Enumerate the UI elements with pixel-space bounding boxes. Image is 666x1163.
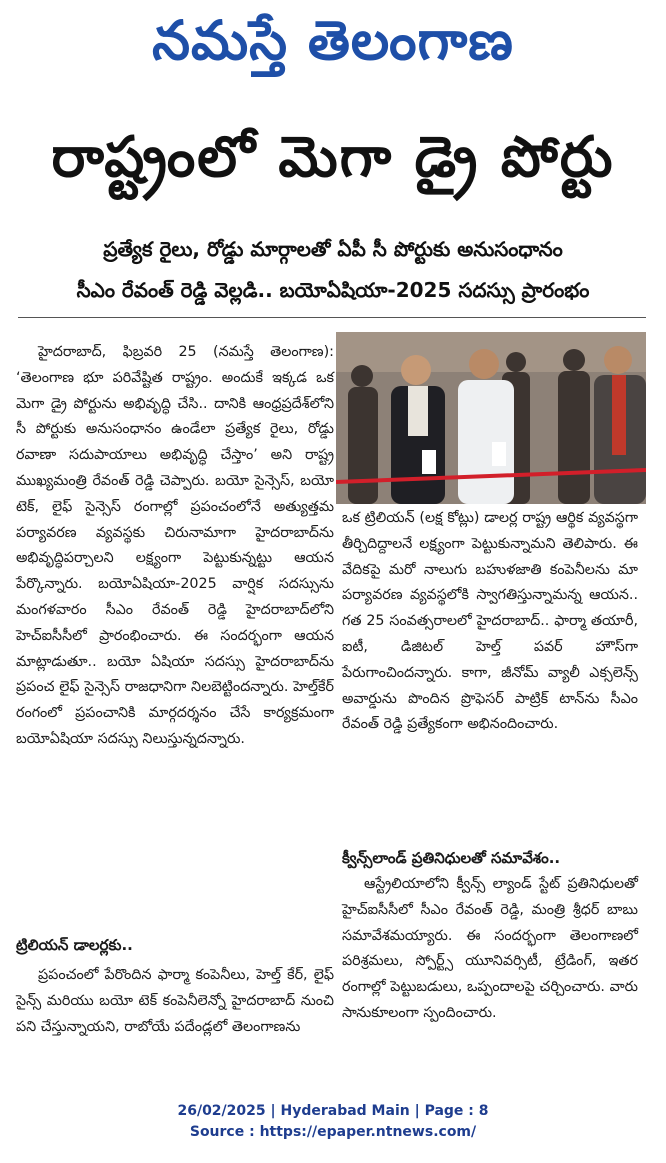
subheadline-2: సీఎం రేవంత్ రెడ్డి వెల్లడి.. బయోఏషియా-2025 సదస్సు ప్రారంభం (76, 278, 590, 302)
headline: రాష్ట్రంలో మెగా డ్రై పోర్టు (51, 125, 615, 190)
article-paragraph: హైదరాబాద్, ఫిబ్రవరి 25 (నమస్తే తెలంగాణ): ‘తెలంగాణ భూ పరివేష్టిత రాష్ట్రం. అందుకే ఇక్కడ ఒక మెగా డ్రై పోర్టును అభివృద్ధి చేసి.. దానికి ఆంధ్రప్రదేశ్‌లోని సీ పోర్టుకు అనుసంధానం ఉండేలా ప్రత్యేక రైలు, రోడ్డు రవాణా సదుపాయాలు అభివృద్ధి చేస్తాం’ అని రాష్ట్ర ముఖ్యమంత్రి రేవంత్ రెడ్డి చెప్పారు. బయో సైన్సెస్, బయో టెక్, లైఫ్ సైన్సెస్ రంగాల్లో ప్రపంచంలోనే అత్యుత్తమ పర్యావరణ వ్యవస్థకు చిరునామాగా హైదరాబాద్‌ను అభివృద్ధిపర్చాలని లక్ష్యంగా పెట్టుకున్నట్టు ఆయన పేర్కొన్నారు. బయోఏషియా-2025 వార్షిక సదస్సును మంగళవారం సీఎం రేవంత్ రెడ్డి హైదరాబాద్‌లోని హెచ్‌ఐసీసీలో ప్రారంభించారు. ఈ సందర్భంగా ఆయన మాట్లాడుతూ.. బయో ఏషియా సదస్సు హైదరాబాద్‌ను ప్రపంచ లైఫ్ సైన్సెస్ రాజధానిగా నిలబెట్టిందన్నారు. హెల్త్‌కేర్ రంగంలో ప్రపంచానికి మార్గదర్శనం చేసే కార్యక్రమంగా బయోఏషియా సదస్సు నిలుస్తున్నదన్నారు. (16, 344, 334, 747)
footer-source-link[interactable]: Source : https://epaper.ntnews.com/ (189, 1124, 477, 1140)
article-paragraph: ఆస్ట్రేలియాలోని క్వీన్స్ ల్యాండ్ స్టేట్ ప్రతినిధులతో హైచ్‌ఐసీసీలో సీఎం రేవంత్ రెడ్డి, మంత్రి శ్రీధర్ బాబు సమావేశమయ్యారు. ఈ సందర్భంగా తెలంగాణలో పరిశ్రమలు, స్పోర్ట్స్ యూనివర్సిటీ, ట్రేడింగ్, ఇతర రంగాల్లో పెట్టుబడులు, ఒప్పందాలపై చర్చించారు. వారు సానుకూలంగా స్పందించారు. (342, 876, 638, 1021)
ribbon-cutting-photo-illustration (336, 332, 646, 504)
article-paragraph: ప్రపంచంలో పేరొందిన ఫార్మా కంపెనీలు, హెల్త్ కేర్, లైఫ్ సైన్స్ మరియు బయో టెక్ కంపెనీలెన్నో హైదరాబాద్ నుంచి పని చేస్తున్నాయని, రాబోయే పదేండ్లలో తెలంగాణను (16, 967, 334, 1035)
article-paragraph: ఒక ట్రిలియన్ (లక్ష కోట్లు) డాలర్ల రాష్ట్ర ఆర్థిక వ్యవస్థగా తీర్చిదిద్దాలనే లక్ష్యంగా పెట్టుకున్నామని తెలిపారు. ఈ వేదికపై మరో నాలుగు బహుళజాతి కంపెనీలను మా పర్యావరణ వ్యవస్థలోకి స్వాగతిస్తున్నామన్న ఆయన.. గత 25 సంవత్సరాలలో హైదరాబాద్.. ఫార్మా తయారీ, ఐటీ, డిజిటల్ హెల్త్ పవర్ హౌస్‌గా పేరుగాంచిందన్నారు. కాగా, జీనోమ్ వ్యాలీ ఎక్సలెన్స్ అవార్డును పొందిన ప్రొఫెసర్ పాట్రిక్ టాన్‌ను సీఎం రేవంత్ రెడ్డి ప్రత్యేకంగా అభినందించారు. (342, 510, 638, 733)
article-column-2 (342, 506, 638, 738)
news-photo (336, 332, 646, 504)
article-column-3 (342, 872, 638, 1027)
footer-dateline: 26/02/2025 | Hyderabad Main | Page : 8 (177, 1103, 489, 1119)
newspaper-masthead: నమస్తే తెలంగాణ (152, 9, 514, 72)
article-column-4 (16, 963, 334, 1040)
section-subtitle-queensland: క్వీన్స్‌లాండ్ ప్రతినిధులతో సమావేశం.. (342, 849, 561, 867)
subheadline-1: ప్రత్యేక రైలు, రోడ్డు మార్గాలతో ఏపీ సీ పోర్టుకు అనుసంధానం (103, 237, 563, 261)
article-column-1 (16, 340, 334, 753)
section-subtitle-trillion: ట్రిలియన్ డాలర్లకు.. (16, 936, 133, 954)
divider (18, 317, 646, 318)
